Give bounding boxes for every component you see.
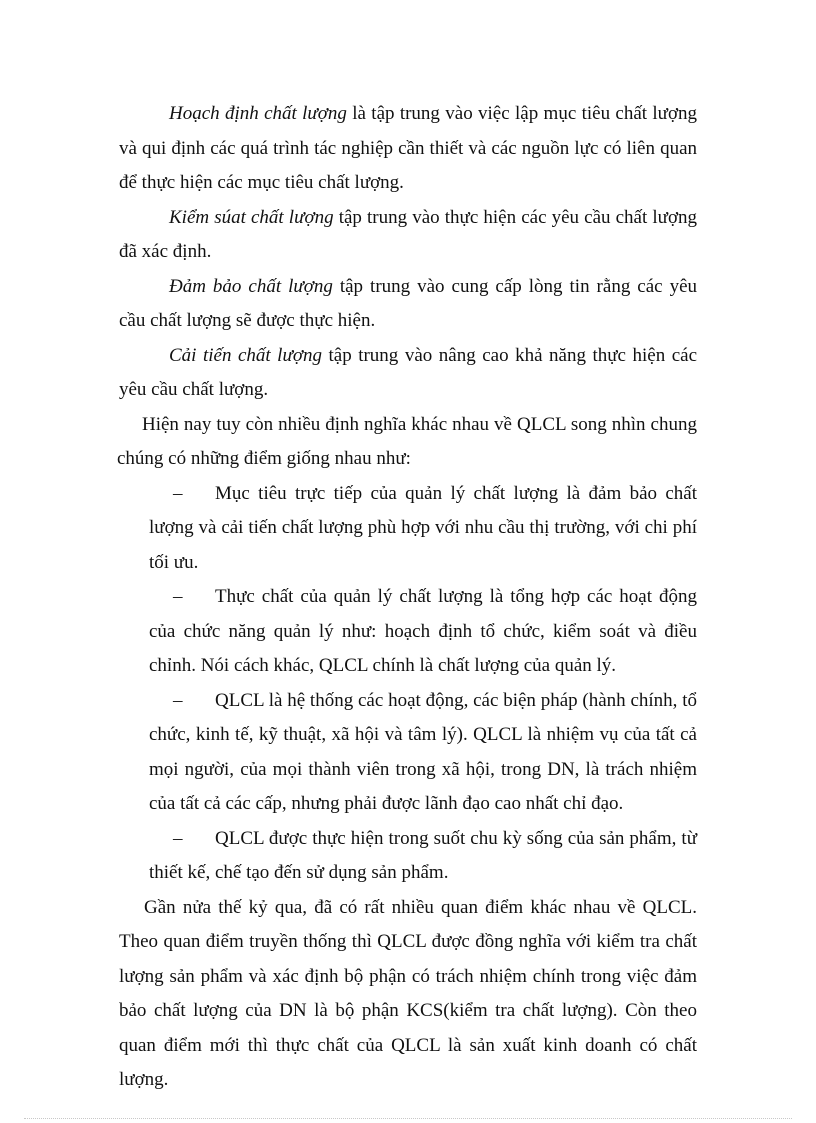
document-body [119,97,697,1098]
list-item-text: QLCL được thực hiện trong suốt chu kỳ sống của sản phẩm, từ thiết kế, chế tạo đến sử dụng sản phẩm. [149,827,697,883]
dash-marker: – [173,827,183,849]
intro-paragraph: Hiện nay tuy còn nhiều định nghĩa khác nhau về QLCL song nhìn chung chúng có những điểm giống nhau như: [117,413,697,469]
closing-paragraph: Gần nửa thế kỷ qua, đã có rất nhiều quan điểm khác nhau về QLCL. Theo quan điểm truyền thống thì QLCL được đồng nghĩa với kiểm tra chất lượng sản phẩm và xác định bộ phận có trách nhiệm chính trong việc đảm bảo chất lượng của DN là bộ phận KCS(kiểm tra chất lượng). Còn theo quan điểm mới thì thực chất của QLCL là sản xuất kinh doanh có chất lượng. [119,896,697,1090]
definition-paragraph [119,97,697,201]
page-bottom-divider [24,1118,792,1119]
list-item-text: Thực chất của quản lý chất lượng là tổng hợp các hoạt động của chức năng quản lý như: hoạch định tổ chức, kiểm soát và điều chỉnh. Nói cách khác, QLCL chính là chất lượng của quản lý. [149,586,697,676]
dash-marker: – [173,689,183,711]
definition-term: Cải tiến chất lượng [169,344,322,366]
list-item-text: Mục tiêu trực tiếp của quản lý chất lượng là đảm bảo chất lượng và cải tiến chất lượng phù hợp với nhu cầu thị trường, với chi phí tối ưu. [149,482,697,573]
definition-paragraph [119,339,697,408]
bullet-list [149,477,697,891]
definition-text: tập trung vào nâng cao khả năng thực hiện các yêu cầu chất lượng. [119,344,698,400]
definition-term: Đảm bảo chất lượng [169,275,333,297]
list-item-text: QLCL là hệ thống các hoạt động, các biện pháp (hành chính, tổ chức, kinh tế, kỹ thuật, xã hội và tâm lý). QLCL là nhiệm vụ của tất cả mọi người, của mọi thành viên trong xã hội, trong DN, là trách nhiệm của tất cả các cấp, nhưng phải được lãnh đạo cao nhất chỉ đạo. [149,689,697,814]
dash-marker: – [173,482,183,504]
definition-text: tập trung vào cung cấp lòng tin rằng các yêu cầu chất lượng sẽ được thực hiện. [119,275,698,331]
list-item [149,477,697,581]
definition-text: là tập trung vào việc lập mục tiêu chất lượng và qui định các quá trình tác nghiệp cần thiết và các nguồn lực có liên quan để thực hiện các mục tiêu chất lượng. [119,103,697,193]
definition-term: Kiểm súat chất lượng [169,206,334,228]
list-item [149,684,697,822]
definition-term: Hoạch định chất lượng [169,103,347,124]
definition-text: tập trung vào thực hiện các yêu cầu chất lượng đã xác định. [119,206,697,262]
list-item [149,580,697,684]
dash-marker: – [173,586,183,607]
list-item [149,822,697,891]
definition-paragraph [119,270,697,339]
definition-paragraph [119,201,697,270]
